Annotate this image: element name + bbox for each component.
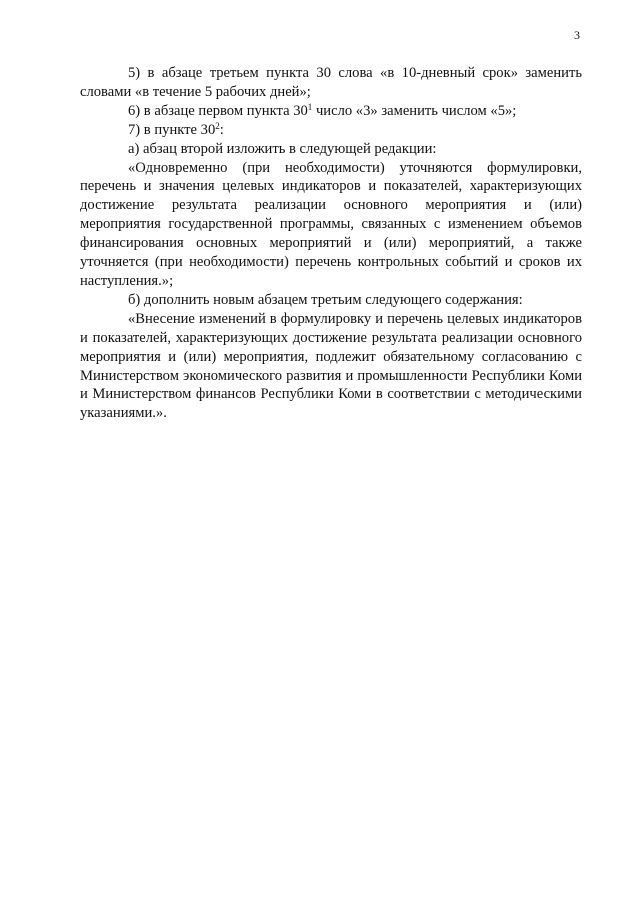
item-6-superscript: 1 bbox=[307, 101, 313, 112]
subitem-a-paragraph: а) абзац второй изложить в следующей редакции: bbox=[128, 140, 437, 157]
item-6-text-start: 6) в абзаце первом пункта 30 bbox=[128, 102, 308, 119]
item-7-superscript: 2 bbox=[215, 120, 220, 131]
item-7-text-end: : bbox=[219, 121, 224, 138]
page-number: 3 bbox=[574, 28, 580, 42]
item-7-paragraph bbox=[80, 121, 582, 140]
item-7-text-start: 7) в пункте 30 bbox=[128, 121, 216, 138]
document-body bbox=[80, 64, 582, 423]
item-6-paragraph bbox=[80, 102, 582, 121]
quoted-paragraph-1: «Одновременно (при необходимости) уточняются формулировки, перечень и значения целевых индикаторов и показателей, характеризующих достижение результата реализации основного мероприятия и (или) мероприятия государственной программы, связанных с изменением объемов финансирования основных мероприятий и (или) мероприятий, а также уточняется (при необходимости) перечень контрольных событий и сроков их наступления.»; bbox=[80, 159, 582, 289]
item-6-text-end: число «3» заменить числом «5»; bbox=[312, 102, 517, 119]
subitem-b-paragraph: б) дополнить новым абзацем третьим следующего содержания: bbox=[128, 291, 523, 308]
item-5-paragraph: 5) в абзаце третьем пункта 30 слова «в 10-дневный срок» заменить словами «в течение 5 рабочих дней»; bbox=[80, 65, 582, 100]
quoted-paragraph-2: «Внесение изменений в формулировку и перечень целевых индикаторов и показателей, характеризующих достижение результата реализации основного мероприятия и (или) мероприятия, подлежит обязательному согласованию с Министерством экономического развития и промышленности Республики Коми и Министерством финансов Республики Коми в соответствии с методическими указаниями.». bbox=[80, 310, 582, 422]
